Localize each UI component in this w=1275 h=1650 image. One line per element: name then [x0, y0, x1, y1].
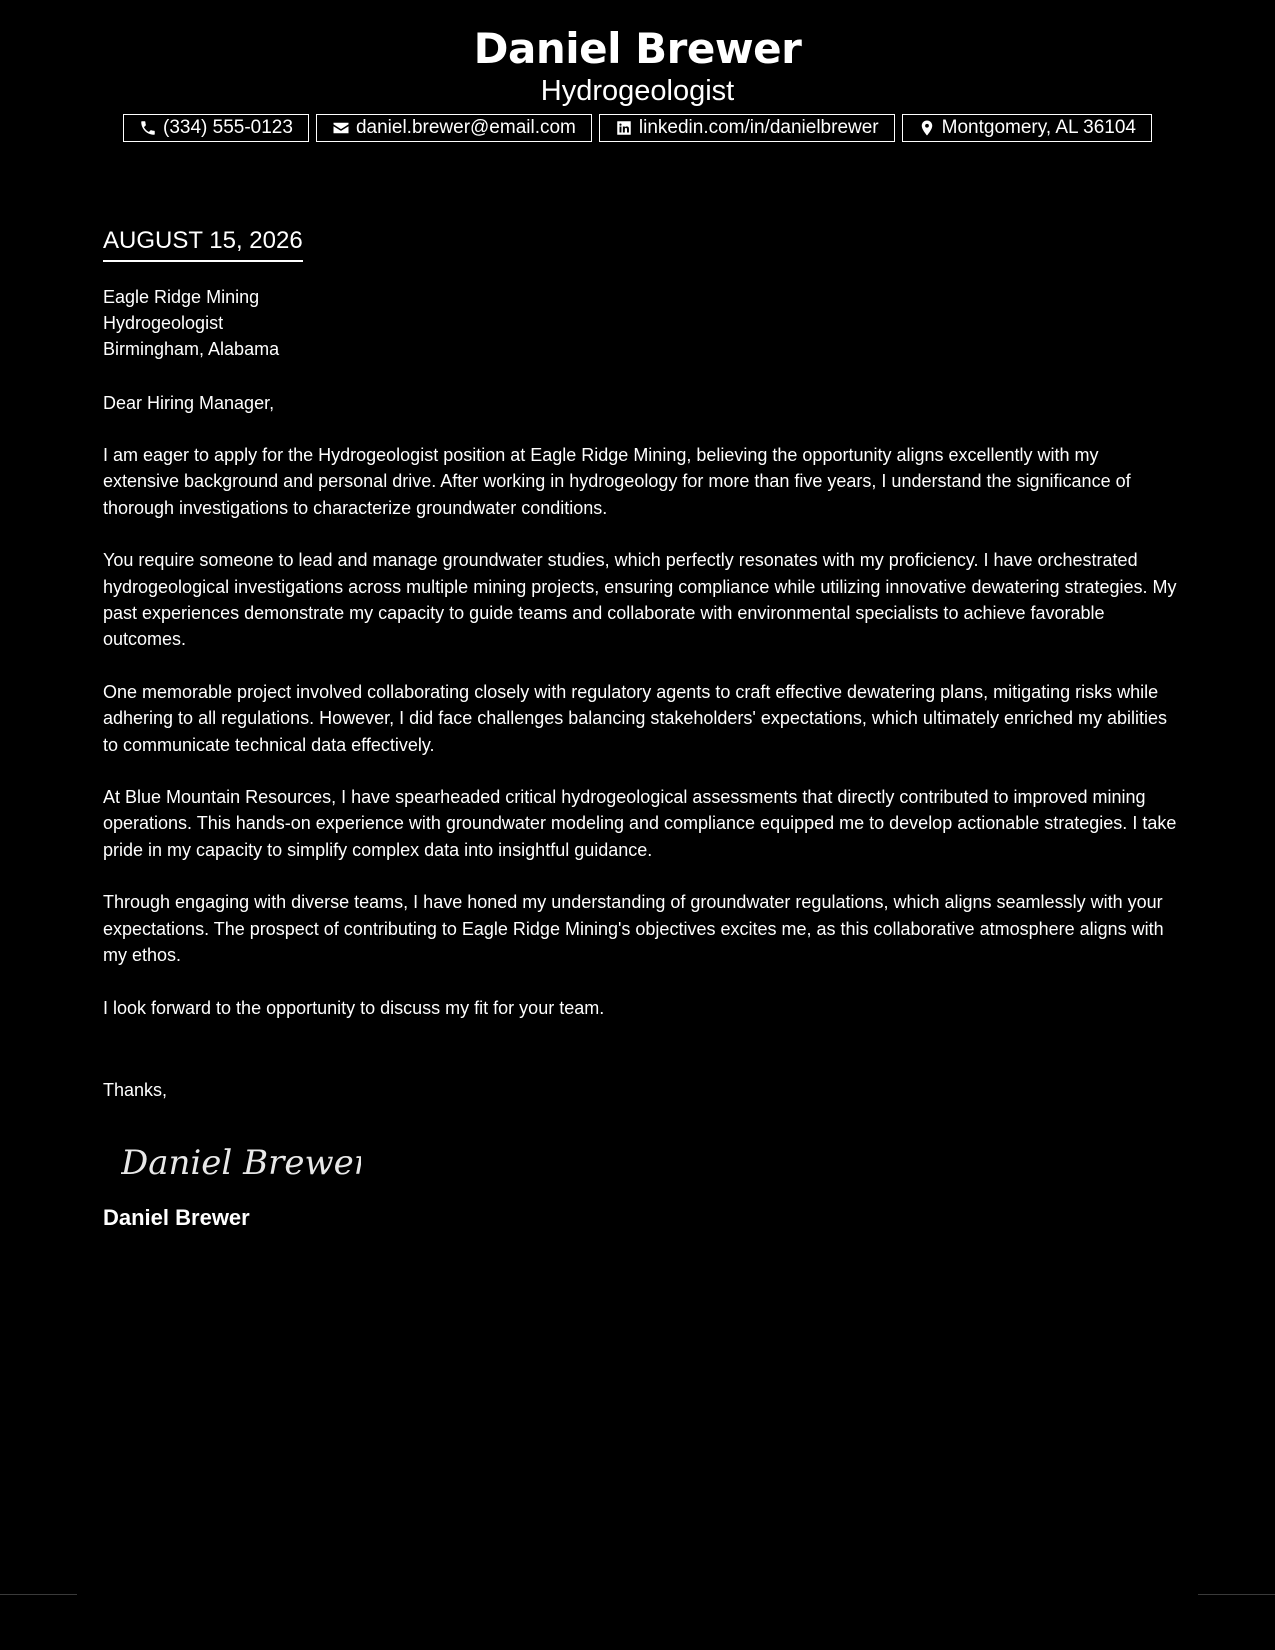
- contact-phone: [123, 114, 309, 142]
- recipient-block: [103, 284, 1178, 362]
- letter-header: [0, 0, 1275, 142]
- applicant-name: Daniel Brewer: [473, 24, 802, 73]
- letter-date: AUGUST 15, 2026: [103, 226, 303, 262]
- signer-name: Daniel Brewer: [103, 1204, 250, 1230]
- contact-email-text: daniel.brewer@email.com: [355, 117, 576, 138]
- contact-location: [902, 114, 1152, 142]
- recipient-company: Eagle Ridge Mining: [103, 287, 260, 307]
- body-paragraph: I am eager to apply for the Hydrogeologist position at Eagle Ridge Mining, believing the opportunity aligns excellently with my extensive background and personal drive. After working in hydrogeology for more than five years, I understand the significance of thorough investigations to characterize groundwater conditions.: [103, 445, 1131, 518]
- envelope-icon: [332, 119, 350, 137]
- contact-email: [316, 114, 592, 142]
- phone-icon: [139, 119, 157, 137]
- body-paragraph: At Blue Mountain Resources, I have spearheaded critical hydrogeological assessments that directly contributed to improved mining operations. This hands-on experience with groundwater modeling and compliance equipped me to develop actionable strategies. I take pride in my capacity to simplify complex data into insightful guidance.: [103, 787, 1177, 860]
- contact-linkedin-text: linkedin.com/in/danielbrewer: [638, 117, 879, 138]
- recipient-position: Hydrogeologist: [103, 313, 224, 333]
- linkedin-icon: [615, 119, 633, 137]
- handwritten-signature: [121, 1129, 1178, 1189]
- body-paragraph: Through engaging with diverse teams, I have honed my understanding of groundwater regulations, which aligns seamlessly with your expectations. The prospect of contributing to Eagle Ridge Mining's objectives excites me, as this collaborative atmosphere aligns with my ethos.: [103, 892, 1164, 966]
- body-paragraph: One memorable project involved collaborating closely with regulatory agents to craft effective dewatering plans, mitigating risks while adhering to all regulations. However, I did face challenges balancing stakeholders' expectations, which ultimately enriched my abilities to communicate technical data effectively.: [103, 681, 1168, 755]
- salutation: Dear Hiring Manager,: [103, 393, 275, 413]
- signature-text: Daniel Brewer: [121, 1142, 361, 1183]
- contact-bar: [0, 114, 1275, 142]
- page-corner-line-right: [1198, 1594, 1275, 1595]
- page-corner-line-left: [0, 1594, 77, 1595]
- body-paragraph: I look forward to the opportunity to discuss my fit for your team.: [103, 997, 605, 1018]
- letter-body: [103, 226, 1178, 1231]
- applicant-title: Hydrogeologist: [540, 75, 735, 107]
- map-pin-icon: [918, 119, 936, 137]
- closing: Thanks,: [103, 1079, 168, 1100]
- contact-location-text: Montgomery, AL 36104: [941, 117, 1136, 138]
- contact-phone-text: (334) 555-0123: [163, 117, 293, 138]
- body-paragraph: You require someone to lead and manage groundwater studies, which perfectly resonates with my proficiency. I have orchestrated hydrogeological investigations across multiple mining projects, ensuring compliance while utilizing innovative dewatering strategies. My past experiences demonstrate my capacity to guide teams and collaborate with environmental specialists to achieve favorable outcomes.: [103, 550, 1177, 650]
- recipient-location: Birmingham, Alabama: [103, 339, 280, 359]
- contact-linkedin: [599, 114, 895, 142]
